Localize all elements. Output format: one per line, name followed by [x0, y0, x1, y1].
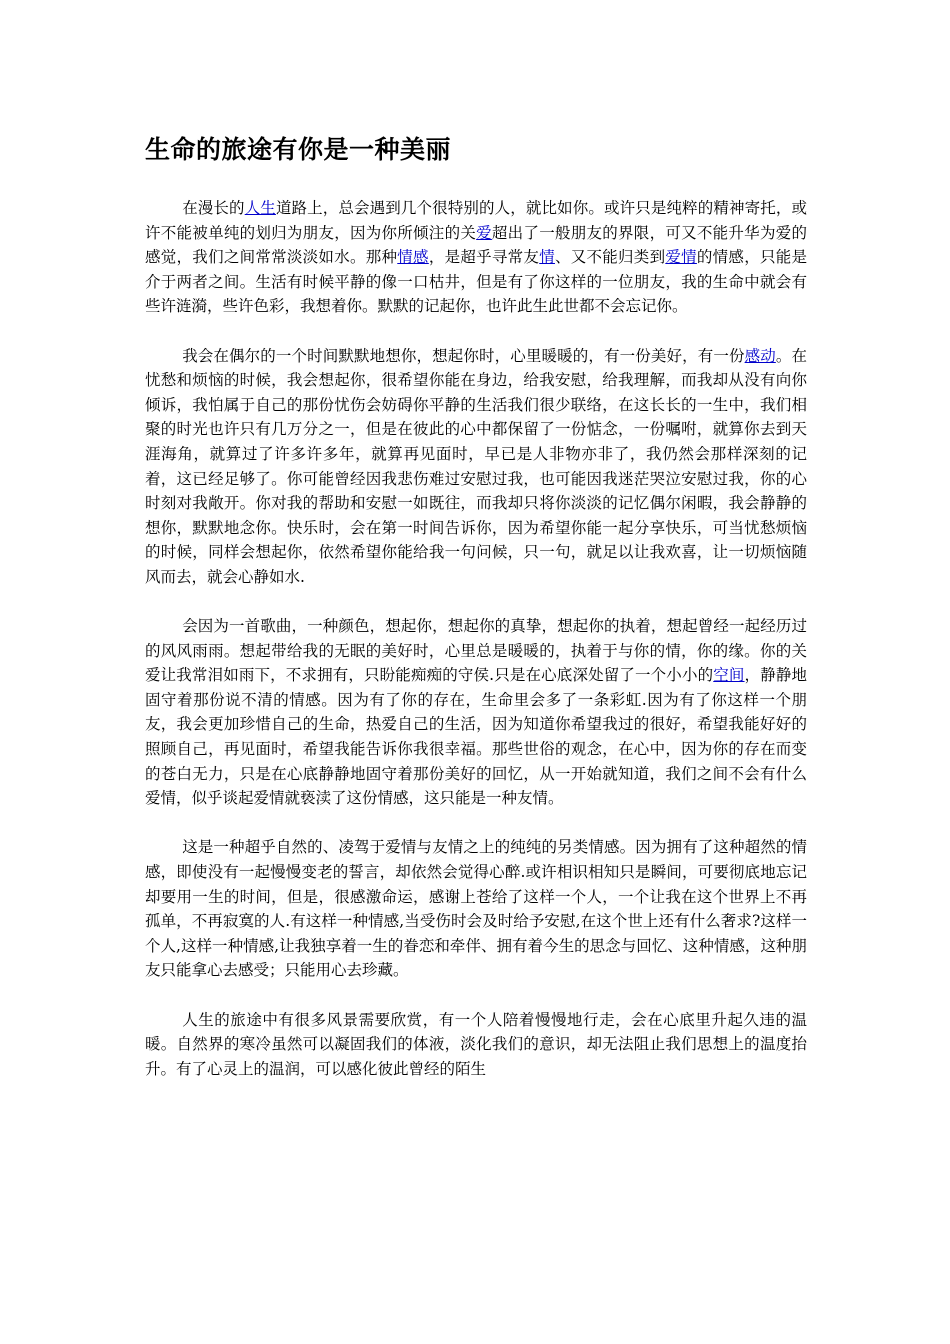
- article-body: [145, 196, 807, 1081]
- paragraph-text: 人生的旅途中有很多风景需要欣赏，有一个人陪着慢慢地行走，会在心底里升起久违的温暖。自然界的寒冷虽然可以凝固我们的体液，淡化我们的意识，却无法阻止我们思想上的温度抬升。有了心灵上的温润，可以感化彼此曾经的陌生: [145, 1010, 807, 1078]
- paragraph-text: 会因为一首歌曲，一种颜色，想起你，想起你的真挚，想起你的执着，想起曾经一起经历过的风风雨雨。想起带给我的无眠的美好时，心里总是暖暖的，执着于与你的情，你的缘。你的关爱让我常泪如雨下，不求拥有，只盼能痴痴的守侯.只是在心底深处留了一个小小的: [145, 617, 807, 685]
- inline-link[interactable]: 爱情: [665, 248, 697, 267]
- paragraph: [145, 1008, 807, 1082]
- paragraph-text: 我会在偶尔的一个时间默默地想你，想起你时，心里暖暖的，有一份美好，有一份: [182, 346, 745, 365]
- paragraph-text: 、又不能归类到: [554, 248, 666, 267]
- paragraph-text: 在漫长的: [182, 199, 245, 217]
- paragraph-text: 这是一种超乎自然的、凌驾于爱情与友情之上的纯纯的另类情感。因为拥有了这种超然的情感，即使没有一起慢慢变老的誓言，却依然会觉得心醉.或许相识相知只是瞬间，可要彻底地忘记却要用一生的时间，但是，很感激命运，感谢上苍给了这样一个人，一个让我在这个世界上不再孤单，不再寂寞的人.有这样一种情感,当受伤时会及时给予安慰,在这个世上还有什么奢求?这样一个人,这样一种情感,让我独享着一生的眷恋和牵伴、拥有着今生的思念与回忆、这种情感，这种朋友只能拿心去感受；只能用心去珍藏。: [145, 838, 807, 980]
- paragraph: [145, 614, 807, 811]
- paragraph-text: 道路上，总会遇到几个很特别的人，就比如你。或许只是纯粹的精神寄托，或许不能被单纯的划归为朋友，因为你所倾注的关: [145, 199, 807, 242]
- paragraph: [145, 196, 807, 319]
- paragraph-text: ，静静地固守着那份说不清的情感。因为有了你的存在，生命里会多了一条彩虹.因为有了你这样一个朋友，我会更加珍惜自己的生命，热爱自己的生活，因为知道你希望我过的很好，希望我能好好的照顾自己，再见面时，希望我能告诉你我很幸福。那些世俗的观念，在心中，因为你的存在而变的苍白无力，只是在心底静静地固守着那份美好的回忆，从一开始就知道，我们之间不会有什么爱情，似乎谈起爱情就亵渎了这份情感，这只能是一种友情。: [145, 666, 807, 808]
- paragraph: [145, 835, 807, 983]
- paragraph-text: 的情感，只能是介于两者之间。生活有时候平静的像一口枯井，但是有了你这样的一位朋友，我的生命中就会有些许涟漪，些许色彩，我想着你。默默的记起你，也许此生此世都不会忘记你。: [145, 248, 807, 316]
- paragraph-text: 超出了一般朋友的界限，可又不能升华为爱的感觉，我们之间常常淡淡如水。那种: [145, 223, 807, 267]
- inline-link[interactable]: 情感: [397, 248, 429, 267]
- inline-link[interactable]: 空间: [713, 666, 745, 685]
- paragraph: [145, 344, 807, 590]
- paragraph-text: 。在忧愁和烦恼的时候，我会想起你，很希望你能在身边，给我安慰，给我理解，而我却从没有向你倾诉，我怕属于自己的那份忧伤会妨碍你平静的生活我们很少联络，在这长长的一生中，我们相聚的时光也许只有几万分之一，但是在彼此的心中都保留了一份惦念，一份嘱咐，就算你去到天涯海角，就算过了许多许多年，就算再见面时，早已是人非物亦非了，我仍然会那样深刻的记着，这已经足够了。你可能曾经因我悲伤难过安慰过我，也可能因我迷茫哭泣安慰过我，你的心时刻对我敞开。你对我的帮助和安慰一如既往，而我却只将你淡淡的记忆偶尔闲暇，我会静静的想你，默默地念你。快乐时，会在第一时间告诉你，因为希望你能一起分享快乐，可当忧愁烦恼的时候，同样会想起你，依然希望你能给我一句问候，只一句，就足以让我欢喜，让一切烦恼随风而去，就会心静如水.: [145, 346, 807, 586]
- inline-link[interactable]: 感动: [744, 346, 776, 365]
- inline-link[interactable]: 情: [539, 248, 555, 267]
- document-page: [145, 130, 807, 1106]
- page-title: 生命的旅途有你是一种美丽: [145, 135, 452, 164]
- inline-link[interactable]: 爱: [476, 223, 492, 242]
- paragraph-text: ，是超乎寻常友: [428, 248, 540, 267]
- inline-link[interactable]: 人生: [244, 199, 276, 217]
